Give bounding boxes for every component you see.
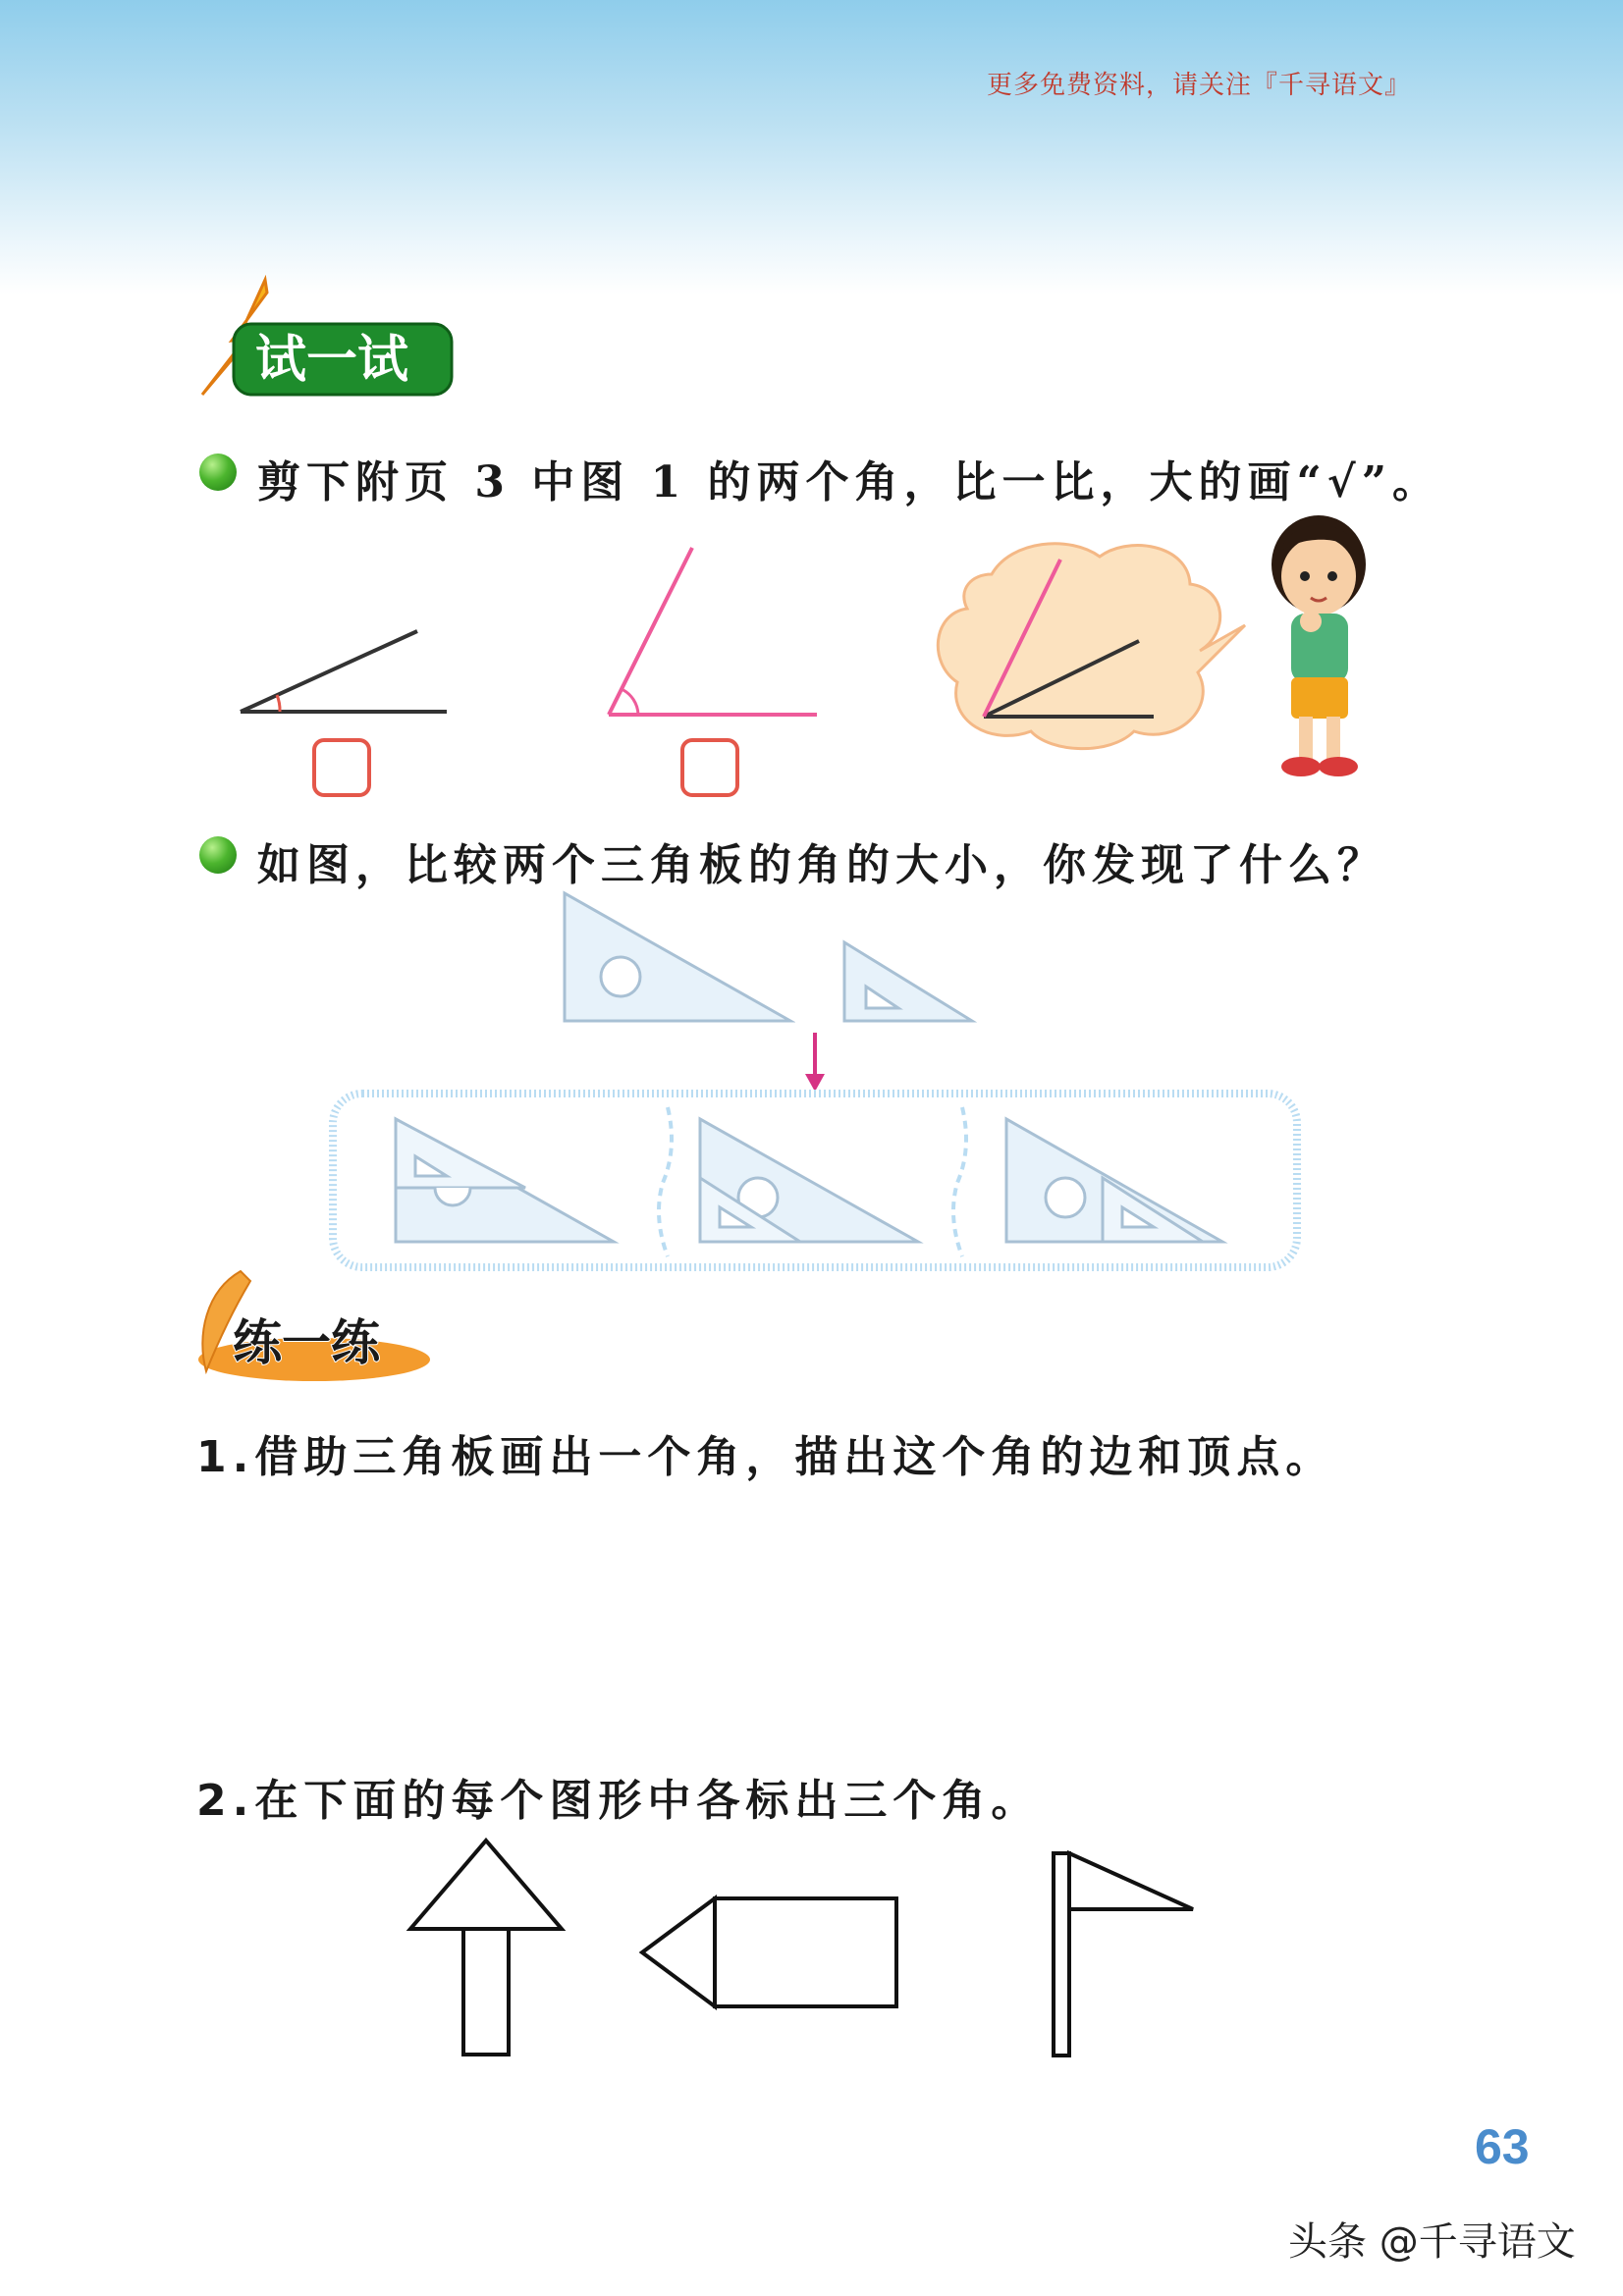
flag-shape bbox=[1046, 1845, 1203, 2061]
practice-item-1 bbox=[196, 1421, 1334, 1484]
bullet-icon bbox=[199, 454, 237, 491]
thought-bubble bbox=[933, 535, 1247, 756]
promo-text: 更多免费资料，请关注『千寻语文』 bbox=[987, 71, 1412, 100]
practice-item-1-number: 1. bbox=[196, 1432, 255, 1482]
try-section-title: 试一试 bbox=[255, 331, 409, 390]
answer-checkbox-2[interactable] bbox=[680, 738, 739, 797]
question-2-text: 如图，比较两个三角板的角的大小，你发现了什么？ bbox=[257, 840, 1386, 890]
watermark-text: 头条 @千寻语文 bbox=[1288, 2219, 1576, 2265]
angle-large bbox=[599, 540, 825, 726]
practice-item-2-number: 2. bbox=[196, 1776, 255, 1826]
comparison-panel bbox=[329, 1090, 1301, 1271]
practice-section-title: 练一练 bbox=[233, 1314, 380, 1371]
try-section-tag bbox=[196, 275, 461, 402]
boy-illustration bbox=[1252, 506, 1384, 785]
down-arrow-icon bbox=[800, 1031, 830, 1095]
arrow-shape bbox=[403, 1836, 569, 2061]
answer-checkbox-1[interactable] bbox=[312, 738, 371, 797]
top-banner bbox=[0, 0, 1623, 294]
practice-item-2-text: 在下面的每个图形中各标出三个角。 bbox=[254, 1776, 1041, 1826]
bullet-icon bbox=[199, 836, 237, 874]
practice-item-2 bbox=[196, 1765, 1040, 1828]
practice-item-1-text: 借助三角板画出一个角，描出这个角的边和顶点。 bbox=[254, 1432, 1335, 1482]
set-square-large bbox=[560, 888, 795, 1026]
angle-small bbox=[231, 614, 457, 721]
pencil-shape bbox=[638, 1893, 903, 2012]
set-square-small bbox=[839, 937, 977, 1026]
practice-section-tag bbox=[191, 1261, 437, 1389]
question-1-text: 剪下附页 3 中图 1 的两个角，比一比，大的画“√”。 bbox=[257, 457, 1442, 507]
page-number: 63 bbox=[1475, 2119, 1530, 2174]
